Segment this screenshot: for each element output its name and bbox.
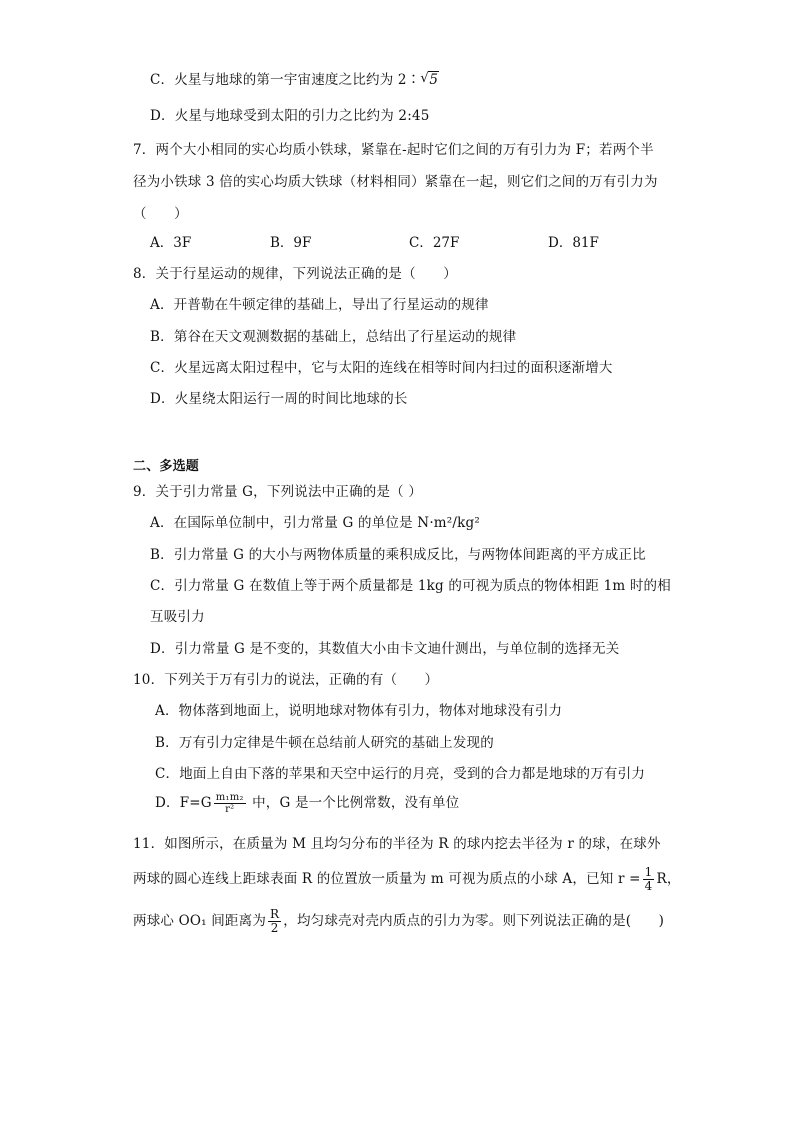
q9-stem: 9．关于引力常量 G，下列说法中正确的是（ ） <box>133 484 423 500</box>
q8-stem: 8．关于行星运动的规律，下列说法正确的是（ ） <box>133 266 457 282</box>
q7-option-b: B．9F <box>270 235 312 251</box>
fraction-denominator: 2 <box>270 921 279 935</box>
q10-stem: 10．下列关于万有引力的说法，正确的有（ ） <box>133 672 439 688</box>
q9-option-d: D．引力常量 G 是不变的，其数值大小由卡文迪什测出，与单位制的选择无关 <box>150 641 620 657</box>
q8-option-c: C．火星远离太阳过程中，它与太阳的连线在相等时间内扫过的面积逐渐增大 <box>150 360 613 376</box>
fraction-numerator: R <box>270 907 280 921</box>
q11-line-1: 11．如图所示，在质量为 M 且均匀分布的半径为 R 的球内挖去半径为 r 的球，在球外 <box>133 836 661 852</box>
sqrt-symbol: √ 5 <box>420 71 439 88</box>
gravitation-fraction <box>214 792 246 815</box>
q7-stem-line-3: （ ） <box>133 206 188 222</box>
q8-option-a: A．开普勒在牛顿定律的基础上，导出了行星运动的规律 <box>150 297 489 313</box>
q7-stem-line-1: 7．两个大小相同的实心均质小铁球，紧靠在-起时它们之间的万有引力为 F；若两个半 <box>133 142 654 158</box>
q8-option-b: B．第谷在天文观测数据的基础上，总结出了行星运动的规律 <box>150 329 517 345</box>
q10-option-d-prefix: D．F=G <box>155 795 212 811</box>
q11-line-2-suffix: R， <box>656 871 681 887</box>
sqrt-radicand: 5 <box>429 72 439 88</box>
q8-option-d: D．火星绕太阳运行一周的时间比地球的长 <box>150 391 408 407</box>
q10-option-d <box>155 792 459 815</box>
fraction-numerator: m₁m₂ <box>215 792 244 803</box>
q11-line-3-prefix: 两球心 OO₁ 间距离为 <box>133 913 267 929</box>
q10-option-b: B．万有引力定律是牛顿在总结前人研究的基础上发现的 <box>155 735 494 751</box>
section-heading-multiple-choice: 二、多选题 <box>133 459 200 474</box>
q6-option-d: D．火星与地球受到太阳的引力之比约为 2:45 <box>150 108 430 124</box>
q7-option-c: C．27F <box>409 235 460 251</box>
half-fraction <box>268 908 281 935</box>
q6-option-c <box>150 70 439 90</box>
q11-line-3 <box>133 908 664 935</box>
q9-option-b: B．引力常量 G 的大小与两物体质量的乘积成反比，与两物体间距离的平方成正比 <box>150 547 646 563</box>
fraction-numerator: 1 <box>644 865 653 879</box>
q11-line-2-prefix: 两球的圆心连线上距球表面 R 的位置放一质量为 m 可视为质点的小球 A，已知 r = <box>133 871 641 887</box>
q10-option-a: A．物体落到地面上，说明地球对物体有引力，物体对地球没有引力 <box>155 703 563 719</box>
q7-stem-line-2: 径为小铁球 3 倍的实心均质大铁球（材料相同）紧靠在一起，则它们之间的万有引力为 <box>133 174 658 190</box>
q7-option-d: D．81F <box>548 235 599 251</box>
q9-option-c-line-2: 互吸引力 <box>150 609 205 625</box>
q11-line-2 <box>133 866 681 893</box>
quarter-fraction <box>643 866 655 893</box>
q9-option-a: A．在国际单位制中，引力常量 G 的单位是 N·m²/kg² <box>150 515 481 531</box>
fraction-denominator: r² <box>225 804 235 815</box>
q7-option-a: A．3F <box>150 235 192 251</box>
fraction-denominator: 4 <box>644 879 653 893</box>
q10-option-c: C．地面上自由下落的苹果和天空中运行的月亮，受到的合力都是地球的万有引力 <box>155 766 646 782</box>
q6-option-c-text: C．火星与地球的第一宇宙速度之比约为 2∶ <box>150 72 421 88</box>
q11-line-3-suffix: ，均匀球壳对壳内质点的引力为零。则下列说法正确的是( ) <box>283 913 665 929</box>
q9-option-c-line-1: C．引力常量 G 在数值上等于两个质量都是 1kg 的可视为质点的物体相距 1m 时的相 <box>150 578 671 594</box>
q10-option-d-suffix: 中，G 是一个比例常数，没有单位 <box>247 795 460 811</box>
